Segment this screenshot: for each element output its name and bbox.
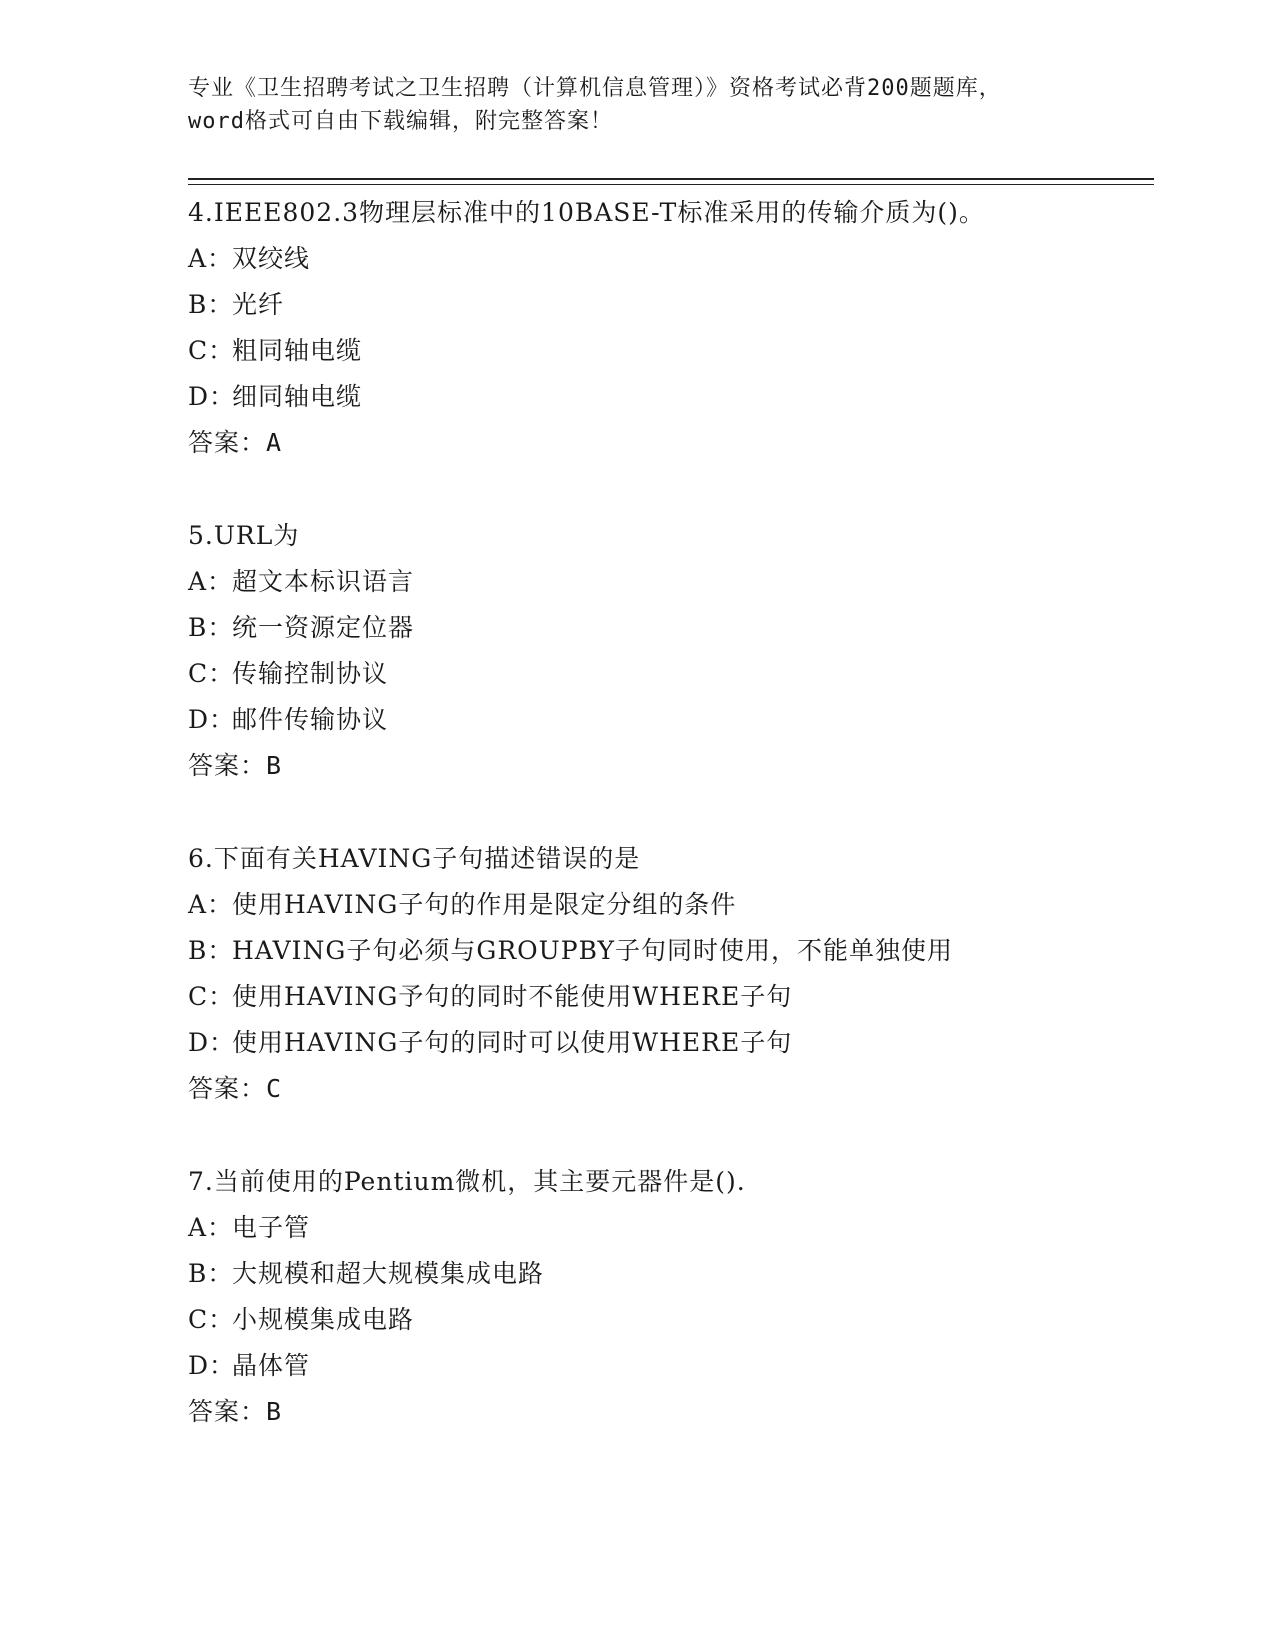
question-6 <box>188 836 1148 1112</box>
option-letter: A： <box>188 890 234 919</box>
option-text: 小规模集成电路 <box>232 1305 415 1334</box>
option-c <box>188 328 1148 374</box>
header-divider-thin <box>188 184 1154 185</box>
option-letter: D： <box>188 705 236 734</box>
option-b <box>188 928 1148 974</box>
option-text: 细同轴电缆 <box>232 382 363 411</box>
document-header <box>188 72 1148 138</box>
option-letter: A： <box>188 1213 234 1242</box>
option-letter: B： <box>188 613 234 642</box>
option-letter: C： <box>188 1305 235 1334</box>
option-letter: C： <box>188 659 235 688</box>
question-list <box>188 190 1148 1482</box>
option-a <box>188 559 1148 605</box>
option-b <box>188 1251 1148 1297</box>
option-d <box>188 1020 1148 1066</box>
option-text: 晶体管 <box>232 1351 311 1380</box>
answer-label: 答案：C <box>188 1074 283 1103</box>
option-letter: D： <box>188 1028 236 1057</box>
header-divider-thick <box>188 178 1154 180</box>
option-letter: B： <box>188 290 234 319</box>
question-title: 6.下面有关HAVING子句描述错误的是 <box>188 844 641 873</box>
option-text: 大规模和超大规模集成电路 <box>232 1259 545 1288</box>
question-4 <box>188 190 1148 466</box>
option-text: 粗同轴电缆 <box>232 336 363 365</box>
option-text: 电子管 <box>232 1213 311 1242</box>
question-5 <box>188 513 1148 789</box>
option-letter: D： <box>188 382 236 411</box>
question-7 <box>188 1159 1148 1435</box>
option-letter: A： <box>188 567 234 596</box>
option-letter: C： <box>188 336 235 365</box>
option-text: 统一资源定位器 <box>232 613 415 642</box>
option-c <box>188 1297 1148 1343</box>
option-text: 超文本标识语言 <box>232 567 415 596</box>
answer-label: 答案：B <box>188 751 283 780</box>
option-a <box>188 1205 1148 1251</box>
option-d <box>188 374 1148 420</box>
option-letter: D： <box>188 1351 236 1380</box>
option-a <box>188 236 1148 282</box>
answer-label: 答案：A <box>188 428 283 457</box>
option-letter: A： <box>188 244 234 273</box>
option-text: 使用HAVING子句的同时可以使用WHERE子句 <box>232 1028 793 1057</box>
question-title: 7.当前使用的Pentium微机，其主要元器件是(). <box>188 1167 746 1196</box>
option-b <box>188 282 1148 328</box>
question-title: 4.IEEE802.3物理层标准中的10BASE-T标准采用的传输介质为()。 <box>188 198 985 227</box>
header-title-line-2: word格式可自由下载编辑，附完整答案！ <box>188 109 613 134</box>
option-b <box>188 605 1148 651</box>
option-letter: B： <box>188 936 234 965</box>
option-text: 邮件传输协议 <box>232 705 389 734</box>
option-d <box>188 697 1148 743</box>
option-text: 使用HAVING子句的作用是限定分组的条件 <box>232 890 737 919</box>
option-text: 双绞线 <box>232 244 311 273</box>
option-text: 使用HAVING予句的同时不能使用WHERE子句 <box>232 982 793 1011</box>
answer-label: 答案：B <box>188 1397 283 1426</box>
option-c <box>188 651 1148 697</box>
option-letter: B： <box>188 1259 234 1288</box>
option-text: HAVING子句必须与GROUPBY子句同时使用，不能单独使用 <box>232 936 954 965</box>
option-c <box>188 974 1148 1020</box>
header-title-line-1: 专业《卫生招聘考试之卫生招聘（计算机信息管理）》资格考试必背200题题库， <box>188 76 1002 101</box>
option-d <box>188 1343 1148 1389</box>
option-letter: C： <box>188 982 235 1011</box>
option-text: 光纤 <box>232 290 285 319</box>
option-a <box>188 882 1148 928</box>
question-title: 5.URL为 <box>188 521 300 550</box>
option-text: 传输控制协议 <box>232 659 389 688</box>
